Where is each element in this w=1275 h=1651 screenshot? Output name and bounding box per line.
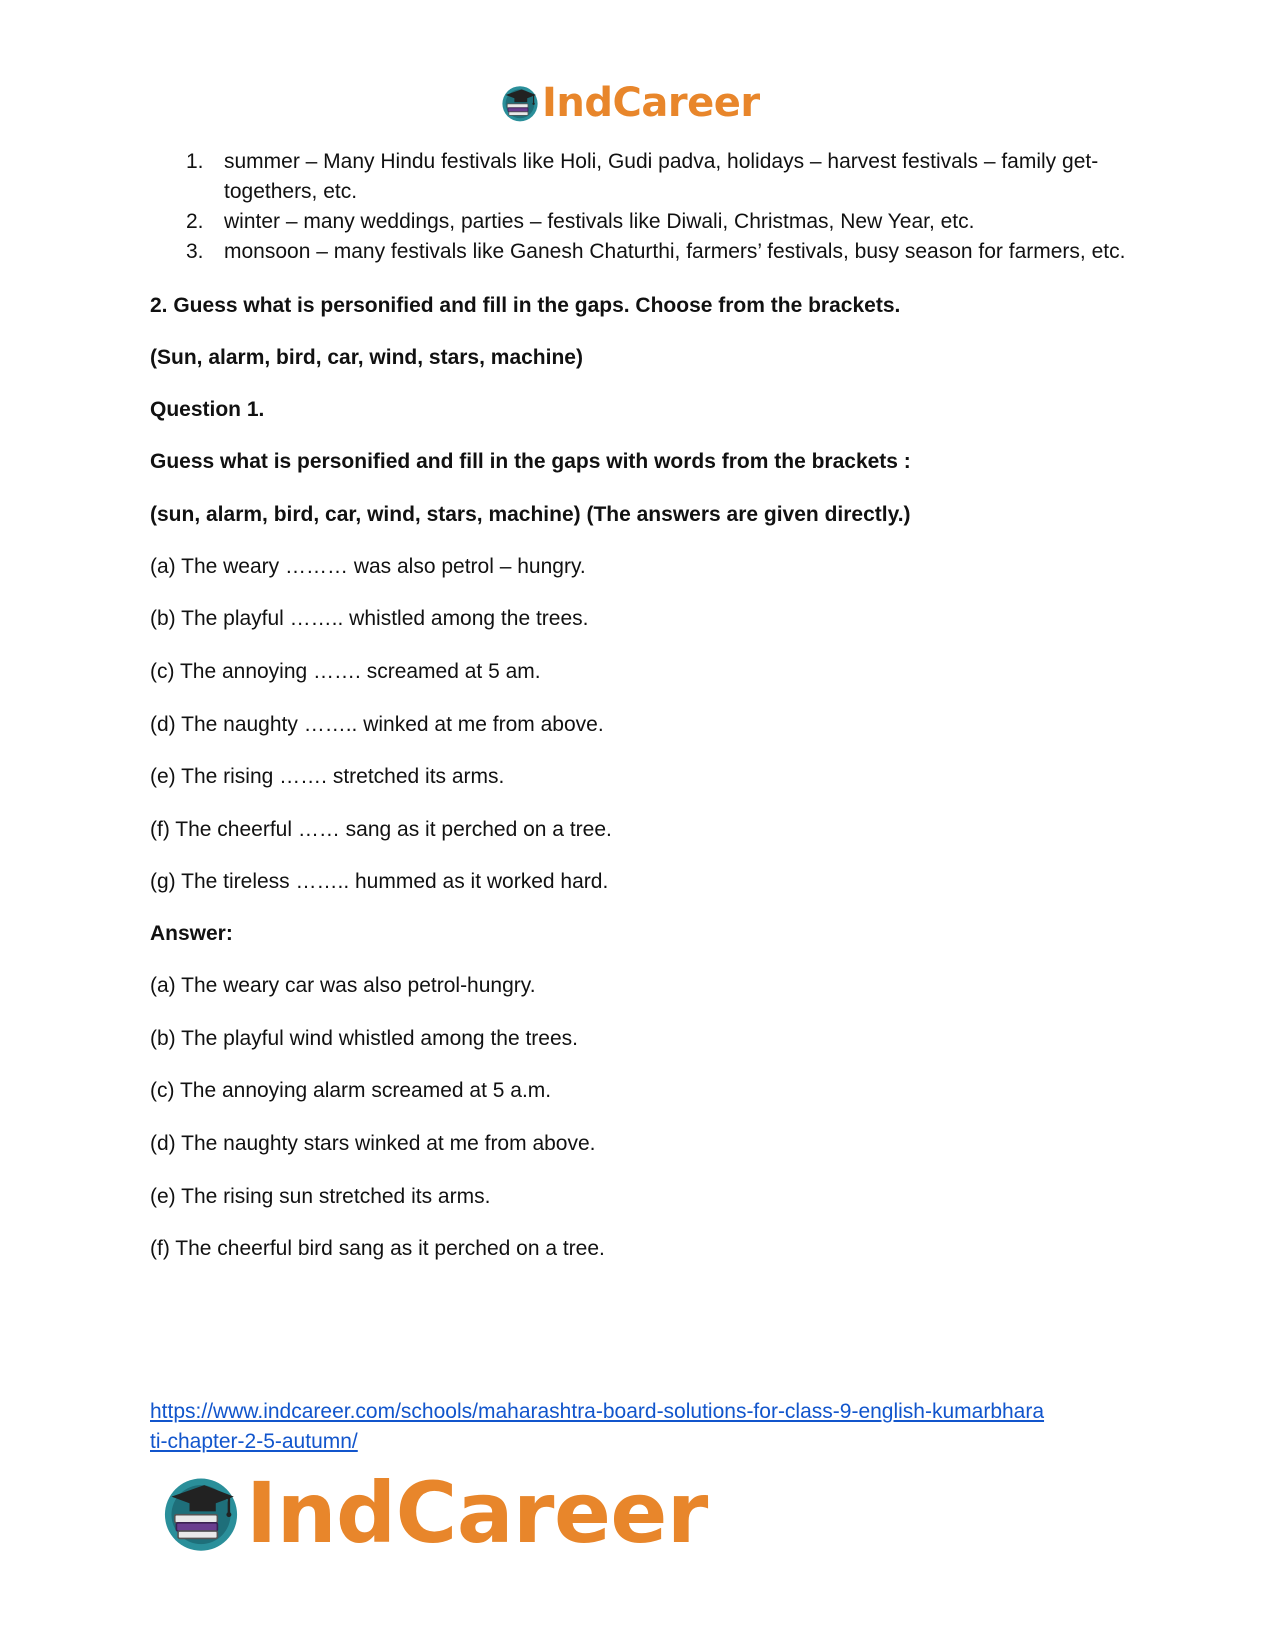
list-number: 2. [186, 210, 204, 233]
brand-name: IndCareer [246, 1464, 708, 1562]
answer-label: Answer: [150, 922, 233, 945]
blank-sentence: (a) The weary ……… was also petrol – hungry. [150, 555, 586, 578]
answer-sentence: (b) The playful wind whistled among the trees. [150, 1027, 578, 1050]
blank-sentence: (g) The tireless …….. hummed as it worked hard. [150, 870, 609, 893]
list-item [186, 147, 1140, 207]
blank-sentence: (f) The cheerful …… sang as it perched on a tree. [150, 818, 612, 841]
list-item-text: monsoon – many festivals like Ganesh Chaturthi, farmers’ festivals, busy season for farmers, etc. [224, 240, 1126, 263]
source-link-line-1[interactable]: https://www.indcareer.com/schools/maharashtra-board-solutions-for-class-9-english-kumarbhara [150, 1400, 1045, 1423]
question-label: Question 1. [150, 398, 265, 421]
blank-sentence: (c) The annoying ……. screamed at 5 am. [150, 660, 541, 683]
footer-logo [160, 1464, 708, 1562]
section-heading: 2. Guess what is personified and fill in the gaps. Choose from the brackets. [150, 294, 901, 317]
brand-name: IndCareer [542, 80, 760, 126]
answer-sentence: (a) The weary car was also petrol-hungry. [150, 974, 536, 997]
question-options: (sun, alarm, bird, car, wind, stars, machine) (The answers are given directly.) [150, 503, 911, 526]
source-link[interactable] [150, 1397, 1140, 1457]
answer-sentence: (e) The rising sun stretched its arms. [150, 1185, 491, 1208]
header-logo [500, 80, 760, 126]
source-link-line-2[interactable]: ti-chapter-2-5-autumn/ [150, 1430, 358, 1453]
blank-sentence: (e) The rising ……. stretched its arms. [150, 765, 505, 788]
options-text: (Sun, alarm, bird, car, wind, stars, machine) [150, 346, 583, 369]
list-item [186, 237, 1140, 267]
document-body [150, 147, 1140, 1264]
blank-sentence: (d) The naughty …….. winked at me from above. [150, 713, 604, 736]
graduation-cap-books-icon [160, 1472, 242, 1554]
answer-sentence: (d) The naughty stars winked at me from above. [150, 1132, 596, 1155]
answer-sentence: (c) The annoying alarm screamed at 5 a.m. [150, 1079, 552, 1102]
graduation-cap-books-icon [500, 83, 540, 123]
question-text: Guess what is personified and fill in the gaps with words from the brackets : [150, 450, 911, 473]
list-item-text: winter – many weddings, parties – festivals like Diwali, Christmas, New Year, etc. [224, 210, 975, 233]
answer-sentence: (f) The cheerful bird sang as it perched on a tree. [150, 1237, 605, 1260]
list-number: 3. [186, 240, 204, 263]
blank-sentence: (b) The playful …….. whistled among the trees. [150, 607, 589, 630]
list-number: 1. [186, 150, 204, 173]
list-item [186, 207, 1140, 237]
seasons-list [150, 147, 1140, 267]
list-item-text: summer – Many Hindu festivals like Holi, Gudi padva, holidays – harvest festivals – family get-togethers, etc. [224, 150, 1099, 203]
